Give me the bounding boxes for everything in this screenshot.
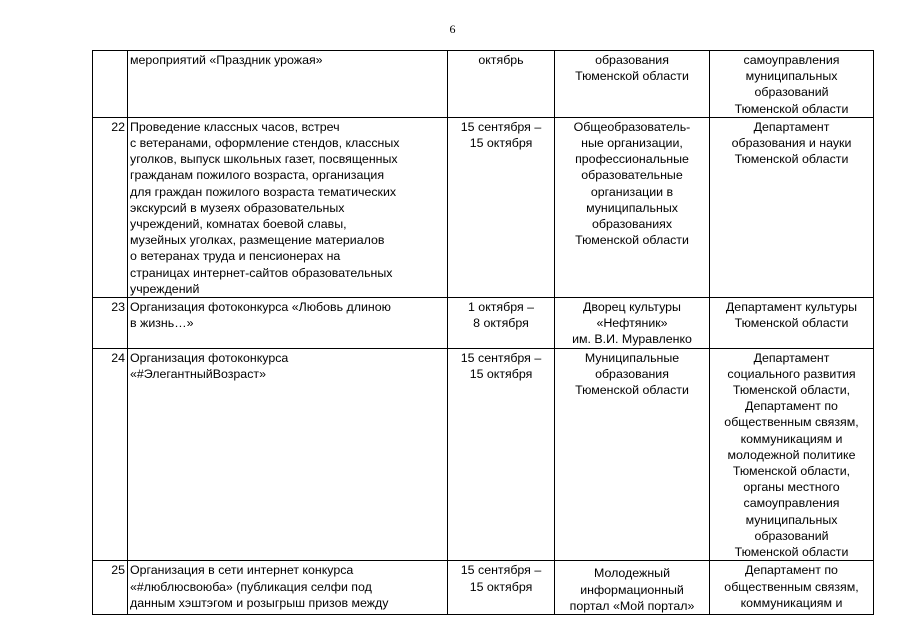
event-dates: 15 сентября – 15 октября xyxy=(448,117,555,297)
event-description: Организация фотоконкурса «#ЭлегантныйВозраст» xyxy=(128,348,448,561)
table-row xyxy=(93,561,874,615)
row-number xyxy=(93,51,128,118)
event-dates: 15 сентября – 15 октября xyxy=(448,561,555,615)
page-number: 6 xyxy=(449,22,456,36)
row-number: 25 xyxy=(93,561,128,615)
table-row xyxy=(93,298,874,349)
event-executor: образования Тюменской области xyxy=(555,51,710,118)
event-executor: Молодежный информационный портал «Мой портал» xyxy=(555,561,710,615)
event-executor: Дворец культуры «Нефтяник» им. В.И. Муравленко xyxy=(555,298,710,349)
event-description: Организация фотоконкурса «Любовь длиною в жизнь…» xyxy=(128,298,448,349)
event-responsible: Департамент социального развития Тюменской области, Департамент по общественным связям, коммуникациям и молодежной политике Тюменской области, органы местного самоуправления муниципальных образований Тюменской области xyxy=(710,348,874,561)
events-table xyxy=(92,50,874,615)
event-description: Организация в сети интернет конкурса «#люблюсвоюба» (публикация селфи под данным хэштэгом и розыгрыш призов между xyxy=(128,561,448,615)
table-row xyxy=(93,348,874,561)
event-executor: Муниципальные образования Тюменской области xyxy=(555,348,710,561)
event-dates: 1 октября – 8 октября xyxy=(448,298,555,349)
event-responsible: Департамент по общественным связям, коммуникациям и xyxy=(710,561,874,615)
event-dates: 15 сентября – 15 октября xyxy=(448,348,555,561)
event-responsible: Департамент культуры Тюменской области xyxy=(710,298,874,349)
event-executor: Общеобразователь- ные организации, профессиональные образовательные организации в муниципальных образованиях Тюменской области xyxy=(555,117,710,297)
event-description: мероприятий «Праздник урожая» xyxy=(128,51,448,118)
table-row xyxy=(93,51,874,118)
event-description: Проведение классных часов, встреч с ветеранами, оформление стендов, классных уголков, выпуск школьных газет, посвященных гражданам пожилого возраста, организация для граждан пожилого возраста тематических экскурсий в музеях образовательных учреждений, комнатах боевой славы, музейных уголках, размещение материалов о ветеранах труда и пенсионерах на страницах интернет-сайтов образовательных учреждений xyxy=(128,117,448,297)
row-number: 22 xyxy=(93,117,128,297)
table-row xyxy=(93,117,874,297)
event-dates: октябрь xyxy=(448,51,555,118)
row-number: 24 xyxy=(93,348,128,561)
event-responsible: самоуправления муниципальных образований Тюменской области xyxy=(710,51,874,118)
event-responsible: Департамент образования и науки Тюменской области xyxy=(710,117,874,297)
row-number: 23 xyxy=(93,298,128,349)
